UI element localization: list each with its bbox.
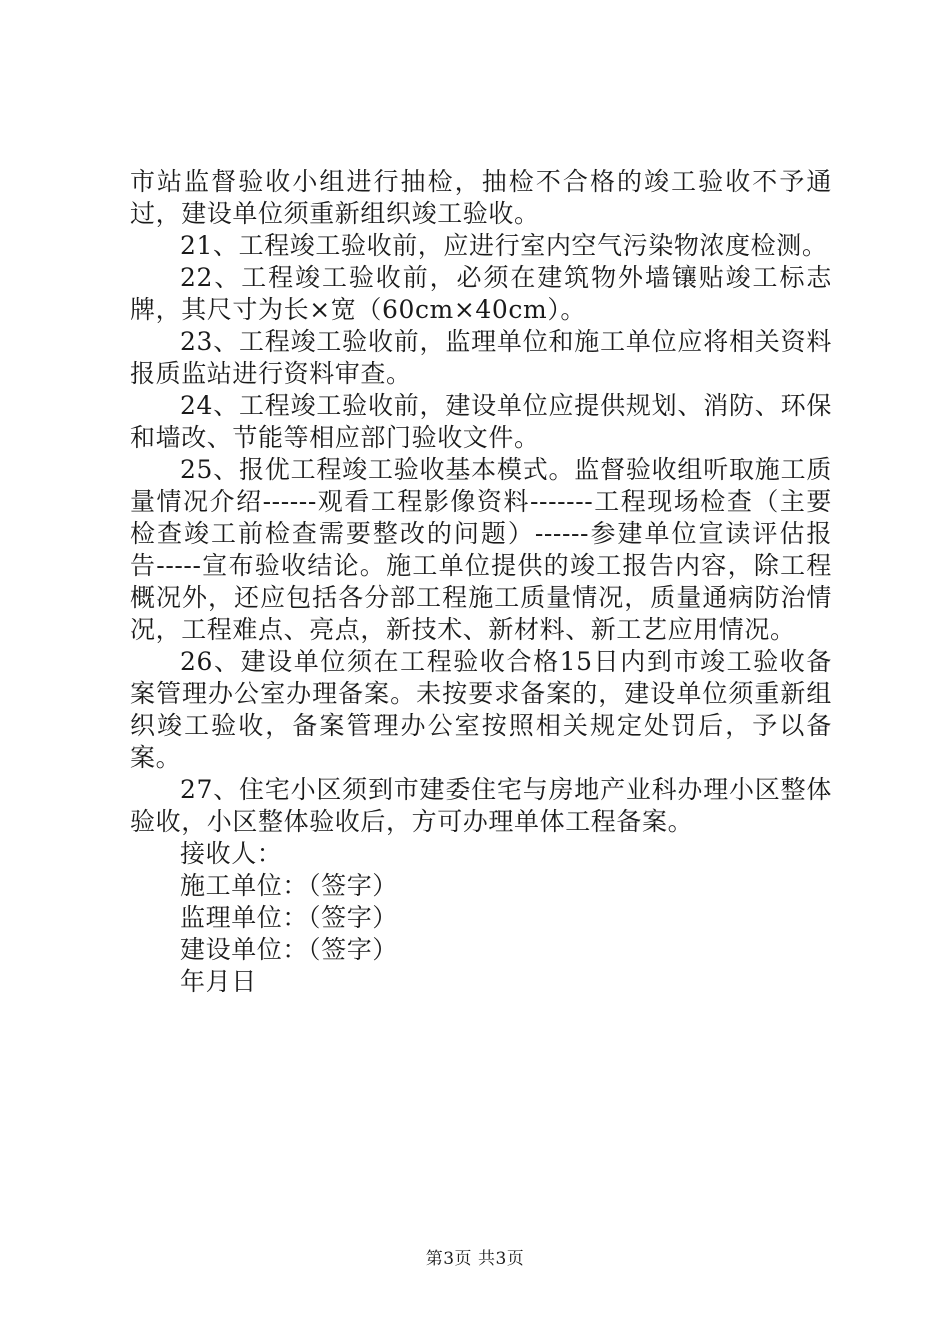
receiver-label: 接收人： [180,839,283,868]
signature-block [130,838,832,998]
paragraph-25: 25、报优工程竣工验收基本模式。监督验收组听取施工质量情况介绍------观看工程影像资料-------工程现场检查（主要检查竣工前检查需要整改的问题）------参建单位宣读评估报告-----宣布验收结论。施工单位提供的竣工报告内容，除工程概况外，还应包括各分部工程施工质量情况，质量通病防治情况，工程难点、亮点，新技术、新材料、新工艺应用情况。 [130,455,832,644]
document-body [130,166,832,998]
page-footer: 第3页 共3页 [425,1249,525,1269]
construction-unit-signature: 施工单位：（签字） [180,871,398,900]
paragraph-continued: 市站监督验收小组进行抽检，抽检不合格的竣工验收不予通过，建设单位须重新组织竣工验收。 [130,167,832,228]
date-line: 年月日 [180,967,257,996]
paragraph-27: 27、住宅小区须到市建委住宅与房地产业科办理小区整体验收，小区整体验收后，方可办理单体工程备案。 [130,775,832,836]
builder-unit-signature: 建设单位：（签字） [180,935,398,964]
paragraph-21: 21、工程竣工验收前，应进行室内空气污染物浓度检测。 [180,231,828,260]
paragraph-24: 24、工程竣工验收前，建设单位应提供规划、消防、环保和墙改、节能等相应部门验收文件。 [130,391,832,452]
paragraph-22: 22、工程竣工验收前，必须在建筑物外墙镶贴竣工标志牌，其尺寸为长×宽（60cm×40cm）。 [130,263,832,324]
paragraph-26: 26、建设单位须在工程验收合格15日内到市竣工验收备案管理办公室办理备案。未按要求备案的，建设单位须重新组织竣工验收，备案管理办公室按照相关规定处罚后，予以备案。 [130,647,832,772]
paragraph-23: 23、工程竣工验收前，监理单位和施工单位应将相关资料报质监站进行资料审查。 [130,327,832,388]
supervision-unit-signature: 监理单位：（签字） [180,903,398,932]
